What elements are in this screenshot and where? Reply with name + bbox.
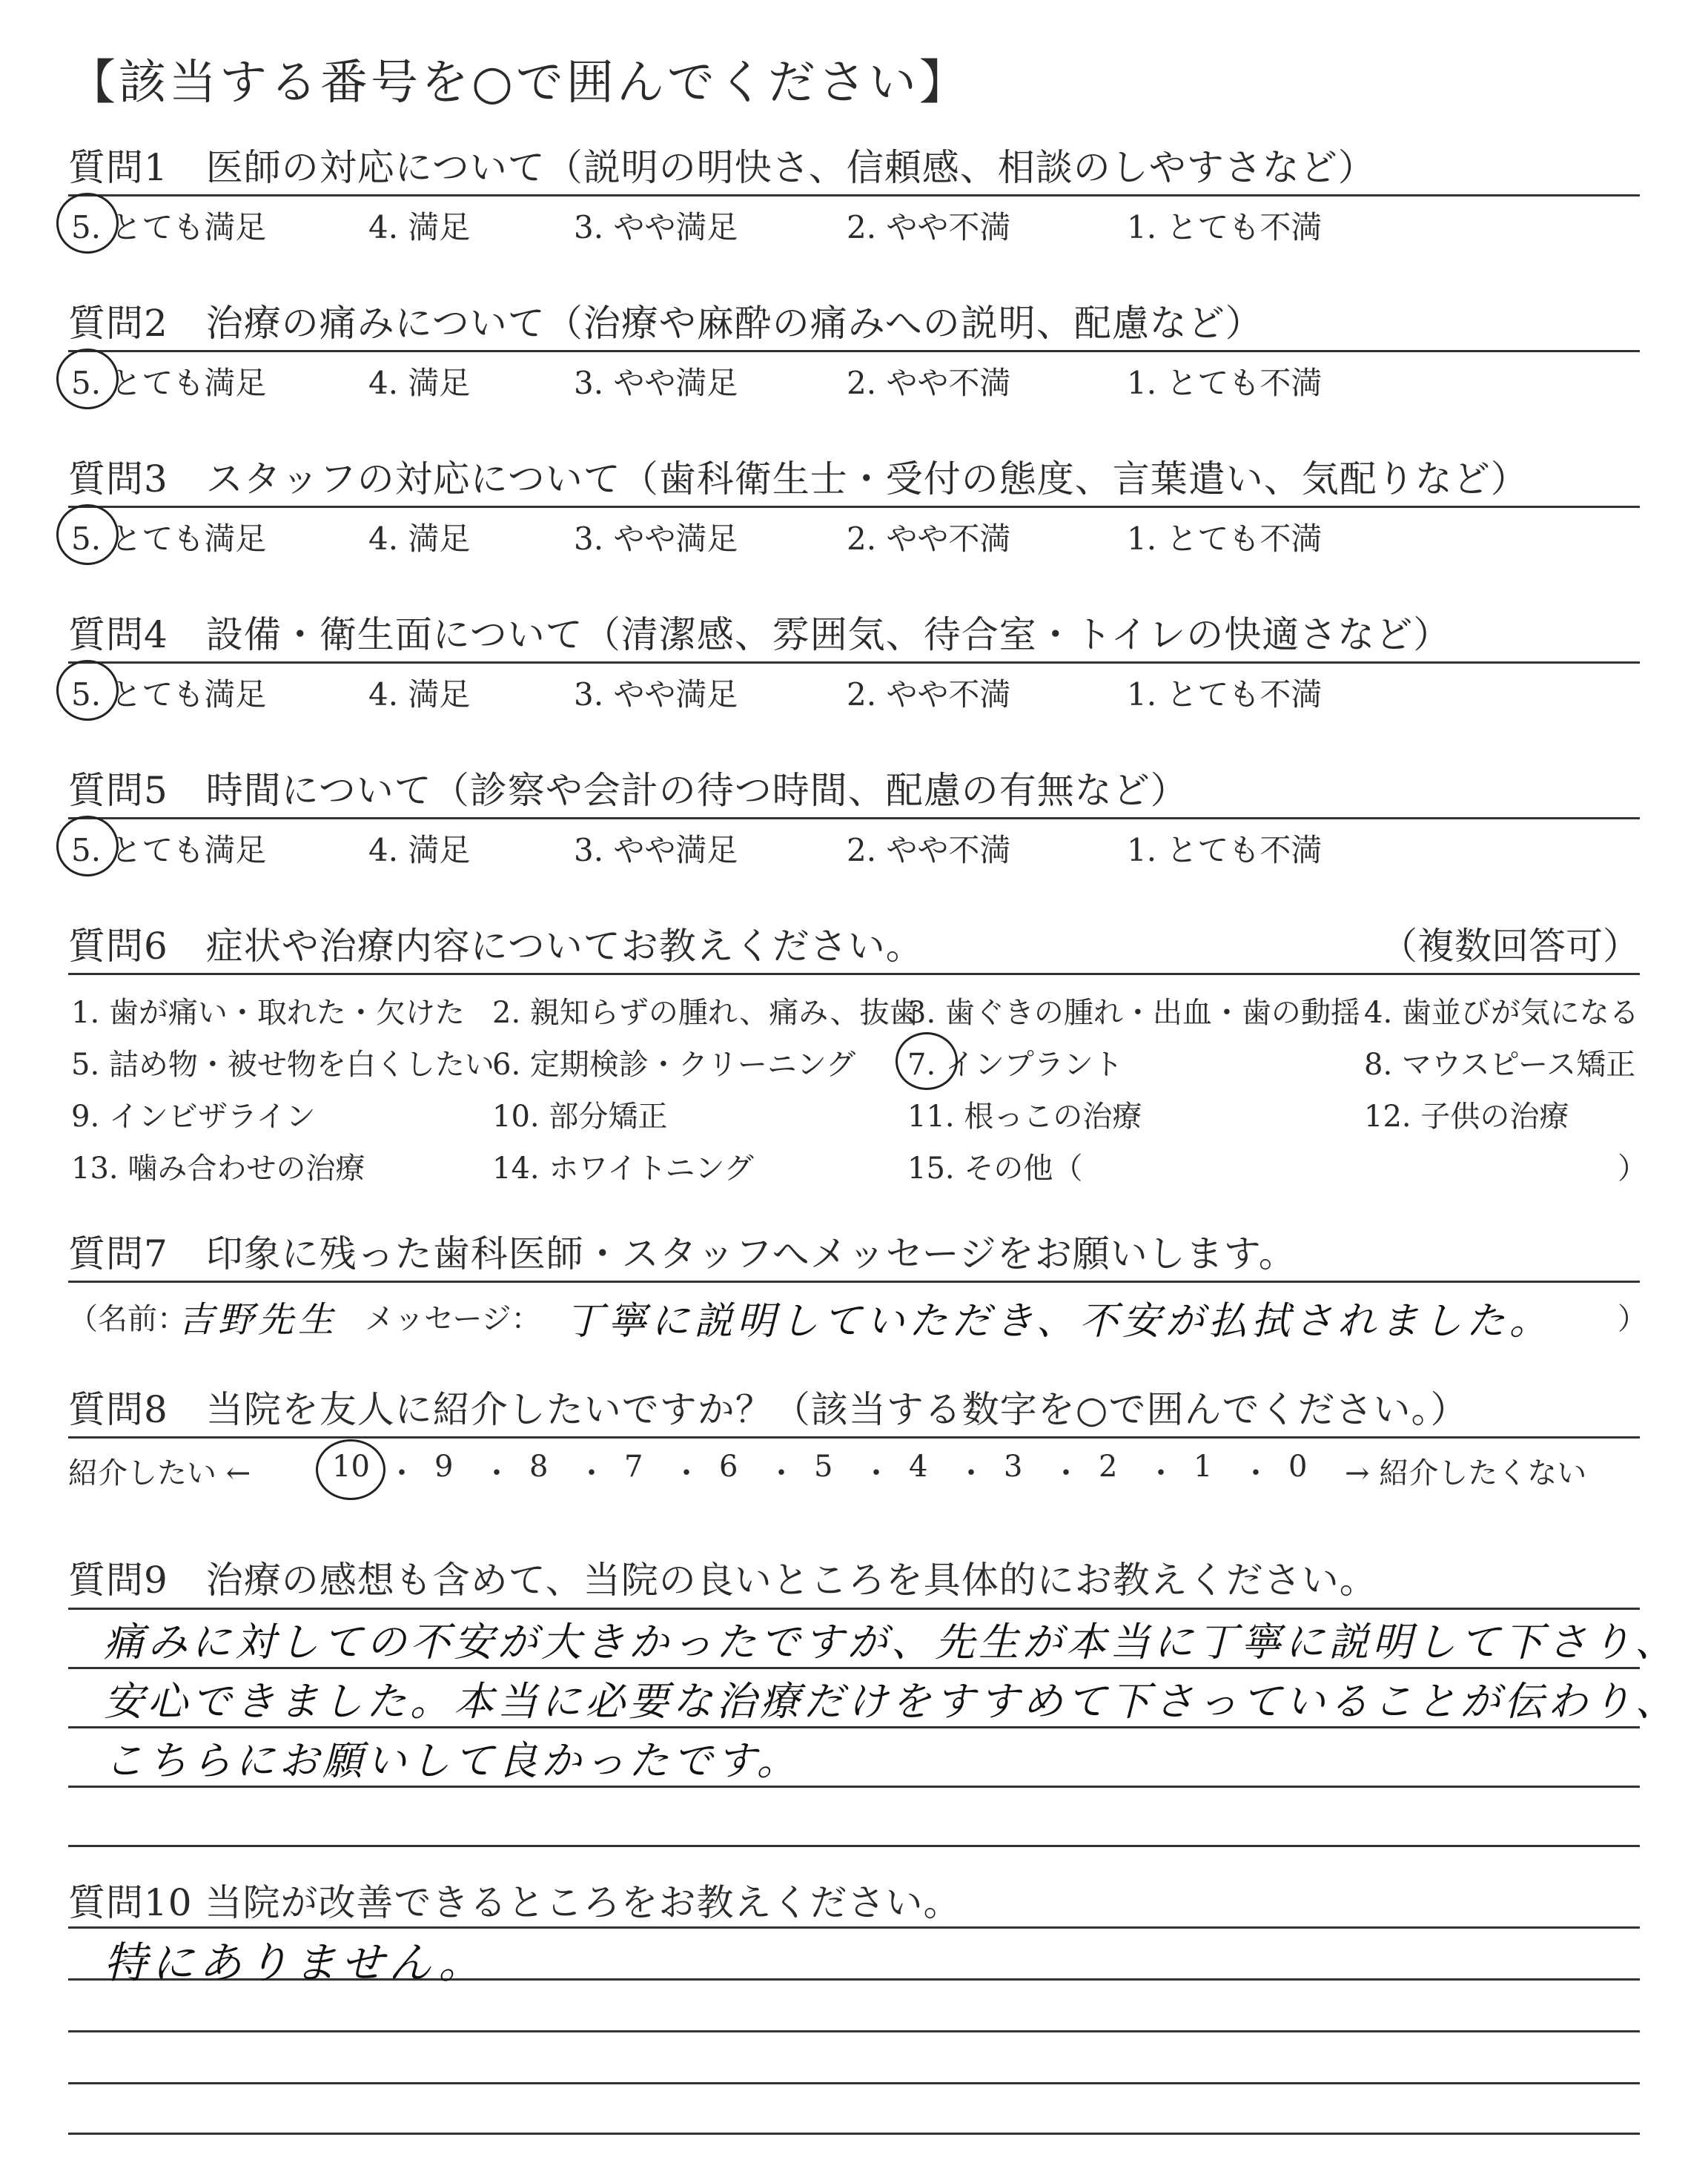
close-paren: ） <box>1618 1302 1647 1336</box>
scale-2[interactable]: 2 <box>1099 1450 1118 1484</box>
option-4[interactable]: 4. 満足 <box>368 676 471 713</box>
option-5[interactable]: 5. とても満足 <box>71 832 267 868</box>
question-title: 質問10 当院が改善できるところをお教えください。 <box>68 1881 961 1924</box>
symptom-option[interactable]: 14. ホワイトニング <box>492 1152 754 1186</box>
symptom-option[interactable]: 8. マウスピース矯正 <box>1364 1048 1636 1082</box>
option-4[interactable]: 4. 満足 <box>368 209 471 245</box>
option-1[interactable]: 1. とても不満 <box>1127 676 1323 713</box>
message-label: メッセージ： <box>365 1302 541 1336</box>
scale-dot: ・ <box>672 1456 701 1490</box>
selection-circle <box>56 504 119 565</box>
question-1 <box>68 141 1640 246</box>
rating-options <box>68 506 1640 558</box>
option-3[interactable]: 3. やや満足 <box>574 521 738 557</box>
option-3[interactable]: 3. やや満足 <box>574 832 738 868</box>
symptom-option[interactable]: 6. 定期検診・クリーニング <box>492 1048 856 1082</box>
symptom-option[interactable]: 5. 詰め物・被せ物を白くしたい <box>71 1048 494 1082</box>
symptom-option-other[interactable]: 15. その他（ <box>907 1152 1083 1186</box>
page-heading: 【該当する番号を○で囲んでください】 <box>68 56 970 110</box>
scale-3[interactable]: 3 <box>1004 1450 1023 1484</box>
question-4 <box>68 608 1640 713</box>
question-9 <box>68 1553 1640 1607</box>
question-title: 質問3 スタッフの対応について（歯科衛生士・受付の態度、言葉遣い、気配りなど） <box>68 458 1529 501</box>
selection-circle <box>896 1032 958 1090</box>
rating-options <box>68 194 1640 246</box>
question-2 <box>68 297 1640 402</box>
scale-dot: ・ <box>1146 1456 1176 1490</box>
scale-dot: ・ <box>1241 1456 1271 1490</box>
option-2[interactable]: 2. やや不満 <box>847 209 1011 245</box>
scale-9[interactable]: 9 <box>434 1450 454 1484</box>
q9-answer-line-1[interactable]: 痛みに対しての不安が大きかったですが、先生が本当に丁寧に説明して下さり、 <box>104 1619 1678 1665</box>
option-2[interactable]: 2. やや不満 <box>847 365 1011 401</box>
q9-answer-line-3[interactable]: こちらにお願いして良かったです。 <box>104 1737 801 1784</box>
selection-circle <box>56 193 119 254</box>
option-1[interactable]: 1. とても不満 <box>1127 521 1323 557</box>
question-title: 質問5 時間について（診察や会計の待つ時間、配慮の有無など） <box>68 769 1188 812</box>
message-value[interactable]: 丁寧に説明していただき、不安が払拭されました。 <box>565 1299 1552 1344</box>
scale-dot: ・ <box>577 1456 606 1490</box>
symptom-option[interactable]: 12. 子供の治療 <box>1364 1100 1569 1134</box>
answer-line <box>68 2133 1640 2135</box>
option-3[interactable]: 3. やや満足 <box>574 209 738 245</box>
scale-4[interactable]: 4 <box>909 1450 928 1484</box>
option-2[interactable]: 2. やや不満 <box>847 832 1011 868</box>
answer-line <box>68 1608 1640 1610</box>
scale-10[interactable]: 10 <box>332 1450 370 1484</box>
q9-answer-line-2[interactable]: 安心できました。本当に必要な治療だけをすすめて下さっていることが伝わり、 <box>104 1678 1679 1725</box>
option-4[interactable]: 4. 満足 <box>368 832 471 868</box>
symptom-option[interactable]: 9. インビザライン <box>71 1100 316 1134</box>
symptom-option[interactable]: 1. 歯が痛い・取れた・欠けた <box>71 996 465 1030</box>
other-close-paren: ） <box>1618 1152 1647 1186</box>
answer-line <box>68 2082 1640 2084</box>
question-5 <box>68 764 1640 869</box>
option-2[interactable]: 2. やや不満 <box>847 521 1011 557</box>
scale-6[interactable]: 6 <box>719 1450 738 1484</box>
question-title: 質問1 医師の対応について（説明の明快さ、信頼感、相談のしやすさなど） <box>68 146 1376 189</box>
multiple-answers-note: （複数回答可） <box>1380 925 1640 968</box>
selection-circle <box>56 816 119 876</box>
option-3[interactable]: 3. やや満足 <box>574 365 738 401</box>
selection-circle <box>316 1439 385 1500</box>
selection-circle <box>56 349 119 409</box>
option-1[interactable]: 1. とても不満 <box>1127 209 1323 245</box>
symptom-option[interactable]: 4. 歯並びが気になる <box>1364 996 1639 1030</box>
option-5[interactable]: 5. とても満足 <box>71 676 267 713</box>
question-title: 質問7 印象に残った歯科医師・スタッフへメッセージをお願いします。 <box>68 1232 1297 1275</box>
question-7 <box>68 1227 1647 1347</box>
scale-8[interactable]: 8 <box>529 1450 549 1484</box>
option-5[interactable]: 5. とても満足 <box>71 521 267 557</box>
symptom-option[interactable]: 11. 根っこの治療 <box>907 1100 1142 1134</box>
symptom-options <box>68 973 1647 1188</box>
scale-right-label: → 紹介したくない <box>1345 1456 1587 1490</box>
message-line <box>68 1281 1647 1347</box>
name-value[interactable]: 吉野先生 <box>178 1299 339 1341</box>
scale-dot: ・ <box>861 1456 891 1490</box>
selection-circle <box>56 660 119 721</box>
scale-dot: ・ <box>1051 1456 1081 1490</box>
question-8 <box>68 1383 1640 1503</box>
scale-5[interactable]: 5 <box>814 1450 833 1484</box>
option-1[interactable]: 1. とても不満 <box>1127 365 1323 401</box>
scale-dot: ・ <box>387 1456 417 1490</box>
scale-left-label: 紹介したい ← <box>68 1456 251 1490</box>
symptom-option[interactable]: 3. 歯ぐきの腫れ・出血・歯の動揺 <box>907 996 1360 1030</box>
question-title: 質問2 治療の痛みについて（治療や麻酔の痛みへの説明、配慮など） <box>68 302 1263 345</box>
q10-answer[interactable]: 特にありません。 <box>104 1938 486 1988</box>
option-4[interactable]: 4. 満足 <box>368 365 471 401</box>
question-3 <box>68 452 1640 558</box>
option-5[interactable]: 5. とても満足 <box>71 209 267 245</box>
question-title: 質問8 当院を友人に紹介したいですか？（該当する数字を○で囲んでください。） <box>68 1388 1469 1431</box>
rating-options <box>68 817 1640 869</box>
scale-dot: ・ <box>767 1456 796 1490</box>
scale-7[interactable]: 7 <box>624 1450 643 1484</box>
question-title: 質問9 治療の感想も含めて、当院の良いところを具体的にお教えください。 <box>68 1559 1377 1602</box>
symptom-option[interactable]: 2. 親知らずの腫れ、痛み、抜歯 <box>492 996 919 1030</box>
scale-0[interactable]: 0 <box>1288 1450 1308 1484</box>
symptom-option[interactable]: 7. インプラント <box>907 1048 1123 1082</box>
option-4[interactable]: 4. 満足 <box>368 521 471 557</box>
scale-dot: ・ <box>956 1456 986 1490</box>
rating-options <box>68 350 1640 402</box>
scale-dot: ・ <box>482 1456 512 1490</box>
question-6 <box>68 919 1647 1188</box>
option-3[interactable]: 3. やや満足 <box>574 676 738 713</box>
scale-1[interactable]: 1 <box>1194 1450 1213 1484</box>
recommend-scale <box>68 1436 1640 1503</box>
option-5[interactable]: 5. とても満足 <box>71 365 267 401</box>
rating-options <box>68 661 1640 713</box>
question-10 <box>68 1876 1640 1929</box>
option-2[interactable]: 2. やや不満 <box>847 676 1011 713</box>
answer-line <box>68 2030 1640 2032</box>
option-1[interactable]: 1. とても不満 <box>1127 832 1323 868</box>
symptom-option[interactable]: 10. 部分矯正 <box>492 1100 668 1134</box>
question-title: 質問6 症状や治療内容についてお教えください。 <box>68 925 924 968</box>
name-label: （名前： <box>68 1302 187 1336</box>
symptom-option[interactable]: 13. 噛み合わせの治療 <box>71 1152 365 1186</box>
answer-line <box>68 1845 1640 1847</box>
question-title: 質問4 設備・衛生面について（清潔感、雰囲気、待合室・トイレの快適さなど） <box>68 613 1452 656</box>
